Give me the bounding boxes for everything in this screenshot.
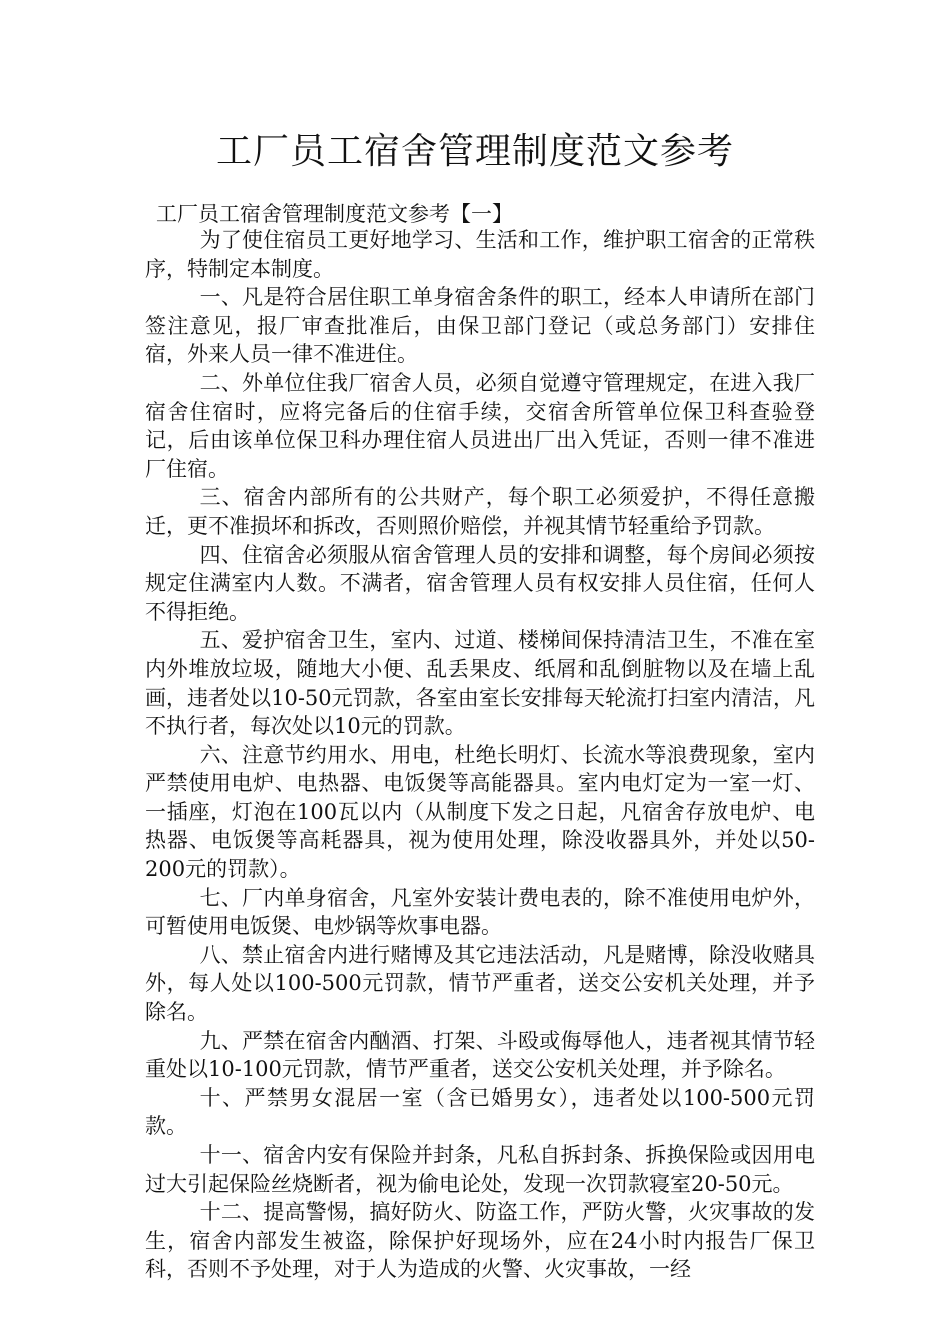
rule-paragraph-7: 七、厂内单身宿舍，凡室外安装计费电表的，除不准使用电炉外，可暂使用电饭煲、电炒锅等炊事电器。 [145, 885, 815, 939]
rule-paragraph-5: 五、爱护宿舍卫生，室内、过道、楼梯间保持清洁卫生，不准在室内外堆放垃圾，随地大小便、乱丢果皮、纸屑和乱倒脏物以及在墙上乱画，违者处以10-50元罚款，各室由室长安排每天轮流打扫室内清洁，凡不执行者，每次处以10元的罚款。 [145, 628, 815, 739]
rule-paragraph-2: 二、外单位住我厂宿舍人员，必须自觉遵守管理规定，在进入我厂宿舍住宿时，应将完备后的住宿手续，交宿舍所管单位保卫科查验登记，后由该单位保卫科办理住宿人员进出厂出入凭证，否则一律不准进厂住宿。 [145, 370, 815, 481]
intro-paragraph: 为了使住宿员工更好地学习、生活和工作，维护职工宿舍的正常秩序，特制定本制度。 [145, 228, 815, 281]
rule-paragraph-1: 一、凡是符合居住职工单身宿舍条件的职工，经本人申请所在部门签注意见，报厂审查批准后，由保卫部门登记（或总务部门）安排住宿，外来人员一律不准进住。 [145, 285, 815, 367]
rule-paragraph-8: 八、禁止宿舍内进行赌博及其它违法活动，凡是赌博，除没收赌具外，每人处以100-500元罚款，情节严重者，送交公安机关处理，并予除名。 [145, 942, 815, 1025]
rule-paragraph-11: 十一、宿舍内安有保险并封条，凡私自拆封条、拆换保险或因用电过大引起保险丝烧断者，视为偷电论处，发现一次罚款寝室20-50元。 [145, 1143, 815, 1196]
rule-paragraph-4: 四、住宿舍必须服从宿舍管理人员的安排和调整，每个房间必须按规定住满室内人数。不满者，宿舍管理人员有权安排人员住宿，任何人不得拒绝。 [145, 542, 815, 624]
rule-paragraph-3: 三、宿舍内部所有的公共财产，每个职工必须爱护，不得任意搬迁，更不准损坏和拆改，否则照价赔偿，并视其情节轻重给予罚款。 [145, 485, 815, 538]
rule-paragraph-12: 十二、提高警惕，搞好防火、防盗工作，严防火警，火灾事故的发生，宿舍内部发生被盗，除保护好现场外，应在24小时内报告厂保卫科，否则不予处理，对于人为造成的火警、火灾事故，一经 [145, 1200, 815, 1282]
rule-paragraph-9: 九、严禁在宿舍内酗酒、打架、斗殴或侮辱他人，违者视其情节轻重处以10-100元罚款，情节严重者，送交公安机关处理，并予除名。 [145, 1028, 815, 1082]
rule-paragraph-6: 六、注意节约用水、用电，杜绝长明灯、长流水等浪费现象，室内严禁使用电炉、电热器、电饭煲等高能器具。室内电灯定为一室一灯、一插座，灯泡在100瓦以内（从制度下发之日起，凡宿舍存放电炉、电热器、电饭煲等高耗器具，视为使用处理，除没收器具外，并处以50-200元的罚款）。 [145, 742, 815, 882]
section-heading: 工厂员工宿舍管理制度范文参考【一】 [156, 202, 513, 226]
document-title: 工厂员工宿舍管理制度范文参考 [215, 131, 734, 172]
document-body [145, 226, 815, 1284]
rule-paragraph-10: 十、严禁男女混居一室（含已婚男女），违者处以100-500元罚款。 [145, 1085, 815, 1139]
